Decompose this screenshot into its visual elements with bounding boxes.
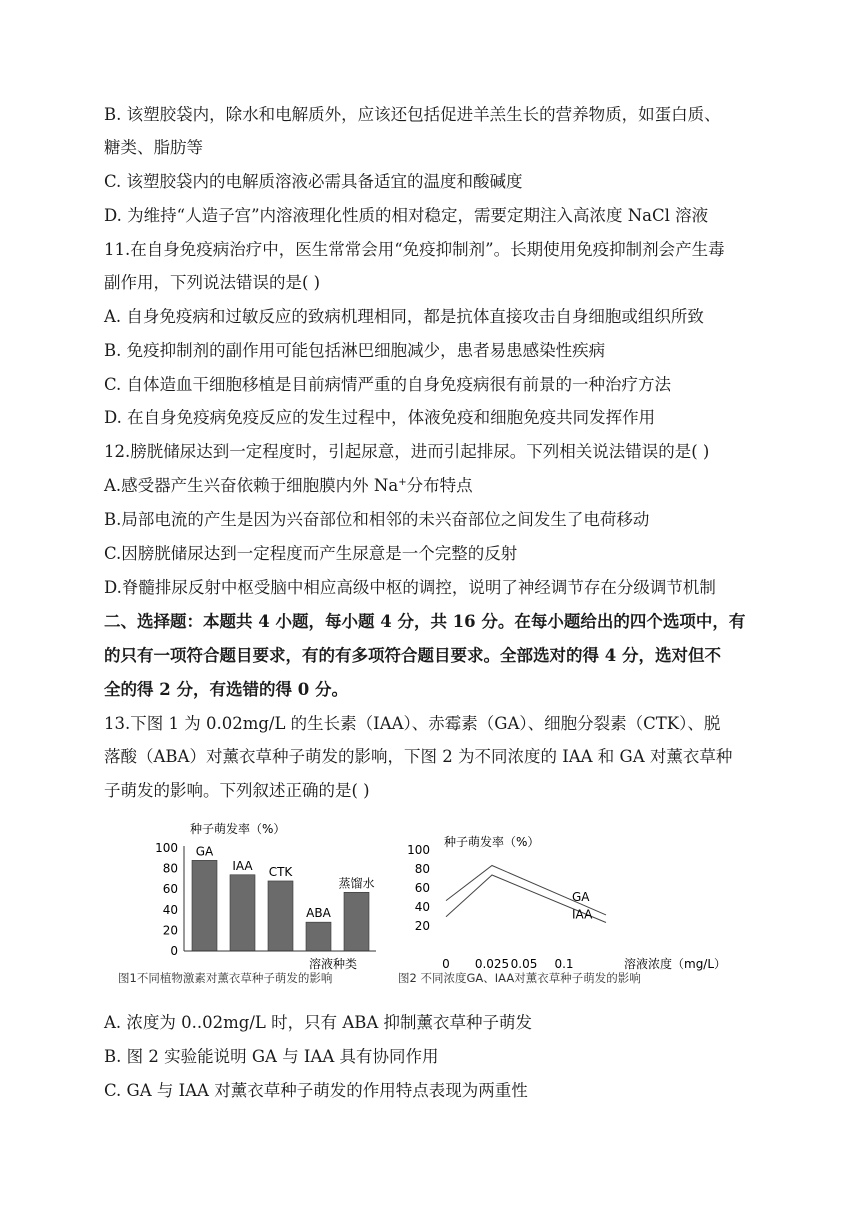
fig1-bar-label: 蒸馏水 [338,876,375,891]
q12-option-a [104,475,473,497]
section2-heading-line1: 二、选择题：本题共 4 小题，每小题 4 分，共 16 分。在每小题给出的四个选项中，有 [104,612,746,631]
fig2-x-tick-label: 0.1 [554,957,574,971]
fig1-bar-label: ABA [306,906,331,921]
q12-option-a-pre: A.感受器产生兴奋依赖于细胞膜内外 Na [104,476,399,495]
fig2-lines [446,866,606,923]
q10-option-b-line2: 糖类、脂肪等 [104,138,203,157]
fig1-y-tick-label: 20 [162,923,178,938]
q13-option-c: C. GA 与 IAA 对薰衣草种子萌发的作用特点表现为两重性 [104,1081,528,1100]
fig1-y-tick-label: 0 [170,944,178,958]
fig2-x-tick-label: 0.05 [510,957,538,971]
q12-option-b: B.局部电流的产生是因为兴奋部位和相邻的未兴奋部位之间发生了电荷移动 [104,510,650,529]
q13-stem-line3: 子萌发的影响。下列叙述正确的是( ) [104,781,370,800]
figure1-bar-chart [104,818,404,988]
fig2-series-label: IAA [572,907,593,922]
fig2-caption: 图2 不同浓度GA、IAA对薰衣草种子萌发的影响 [398,971,641,985]
q11-stem-line1: 11.在自身免疫病治疗中，医生常常会用“免疫抑制剂”。长期使用免疫抑制剂会产生毒 [104,240,725,259]
fig1-y-ticks [155,841,178,958]
fig2-y-tick-label: 100 [407,843,430,857]
fig2-x-tick-label: 0 [442,957,450,971]
q12-option-c: C.因膀胱储尿达到一定程度而产生尿意是一个完整的反射 [104,544,518,563]
fig1-bar-label: GA [195,844,214,859]
fig2-y-tick-label: 80 [414,862,430,876]
q12-stem: 12.膀胱储尿达到一定程度时，引起尿意，进而引起排尿。下列相关说法错误的是( ) [104,442,710,461]
fig2-y-tick-label: 40 [414,900,430,914]
fig1-y-tick-label: 100 [155,841,178,855]
fig1-ylabel: 种子萌发率（%） [190,822,286,836]
fig2-y-tick-label: 60 [414,881,430,895]
q11-option-b: B. 免疫抑制剂的副作用可能包括淋巴细胞减少，患者易患感染性疾病 [104,341,606,360]
fig1-y-tick-label: 80 [162,861,178,876]
fig2-series-label: GA [572,889,590,904]
fig1-bar [268,881,293,951]
fig1-bar-label: IAA [232,858,253,873]
q12-option-a-post: 分布特点 [406,476,473,495]
q13-option-a: A. 浓度为 0..02mg/L 时，只有 ABA 抑制薰衣草种子萌发 [104,1013,533,1032]
q11-stem-line2: 副作用，下列说法错误的是( ) [104,273,321,292]
fig2-y-tick-label: 20 [414,919,430,933]
fig2-x-tick-label: 0.025 [474,957,510,971]
fig2-y-ticks [407,843,430,933]
q11-option-a: A. 自身免疫病和过敏反应的致病机理相同，都是抗体直接攻击自身细胞或组织所致 [104,307,704,326]
fig2-ylabel: 种子萌发率（%） [444,835,540,849]
q12-option-d: D.脊髓排尿反射中枢受脑中相应高级中枢的调控，说明了神经调节存在分级调节机制 [104,578,716,597]
section2-heading-line3: 全的得 2 分，有选错的得 0 分。 [104,680,348,699]
sodium-superscript: + [398,477,407,488]
fig1-xlabel: 溶液种类 [309,957,358,971]
figure2-line-chart [400,818,730,988]
fig2-xlabel: 溶液浓度（mg/L） [624,957,727,971]
fig1-bar [192,860,217,951]
q13-option-b: B. 图 2 实验能说明 GA 与 IAA 具有协同作用 [104,1047,439,1066]
q10-option-d: D. 为维持“人造子宫”内溶液理化性质的相对稳定，需要定期注入高浓度 NaCl 溶液 [104,206,709,225]
q11-option-d: D. 在自身免疫病免疫反应的发生过程中，体液免疫和细胞免疫共同发挥作用 [104,408,656,427]
q13-stem-line1: 13.下图 1 为 0.02mg/L 的生长素（IAA）、赤霉素（GA）、细胞分裂素（CTK）、脱 [104,714,721,733]
fig2-x-ticks [442,957,573,971]
q11-option-c: C. 自体造血干细胞移植是目前病情严重的自身免疫病很有前景的一种治疗方法 [104,375,672,394]
fig1-bar-label: CTK [268,864,293,879]
section2-heading-line2: 的只有一项符合题目要求，有的有多项符合题目要求。全部选对的得 4 分，选对但不 [104,646,721,665]
fig1-bar [306,922,331,951]
q13-stem-line2: 落酸（ABA）对薰衣草种子萌发的影响，下图 2 为不同浓度的 IAA 和 GA 对薰衣草种 [104,747,733,766]
fig1-bars [192,844,375,951]
fig1-y-tick-label: 40 [162,902,178,917]
fig1-caption: 图1不同植物激素对薰衣草种子萌发的影响 [118,971,333,985]
fig1-bar [344,892,369,951]
fig1-y-tick-label: 60 [162,882,178,897]
q10-option-c: C. 该塑胶袋内的电解质溶液必需具备适宜的温度和酸碱度 [104,172,523,191]
q10-option-b-line1: B. 该塑胶袋内，除水和电解质外，应该还包括促进羊羔生长的营养物质，如蛋白质、 [104,105,721,124]
fig1-bar [230,875,255,951]
